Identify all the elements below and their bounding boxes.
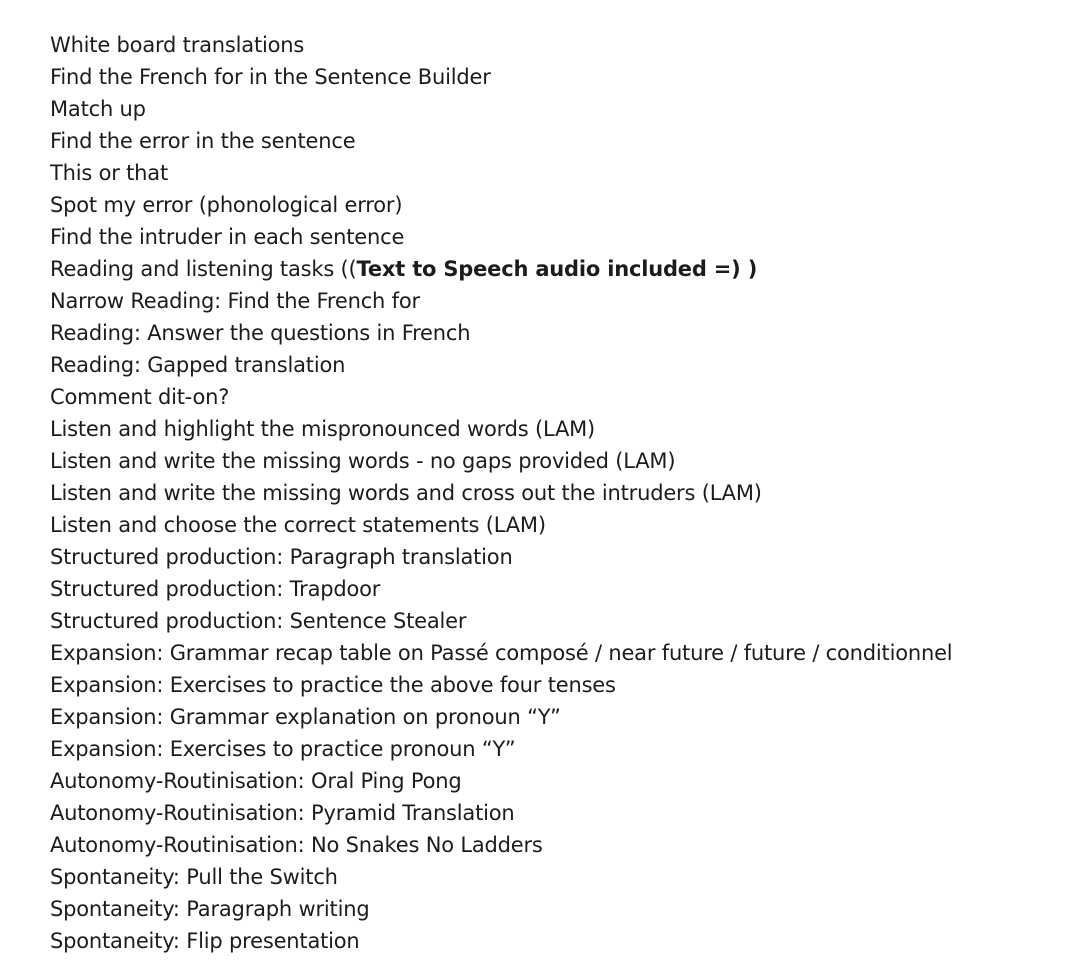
list-item: Find the error in the sentence — [50, 129, 356, 153]
list-item: Narrow Reading: Find the French for — [50, 289, 420, 313]
activity-list — [50, 29, 1060, 957]
list-item: Listen and write the missing words - no gaps provided (LAM) — [50, 449, 676, 473]
list-item: White board translations — [50, 33, 305, 57]
list-item: Autonomy-Routinisation: Pyramid Translation — [50, 801, 515, 825]
list-item: Spontaneity: Paragraph writing — [50, 897, 370, 921]
list-item-prefix: Reading and listening tasks (( — [50, 257, 357, 281]
list-item: Listen and write the missing words and cross out the intruders (LAM) — [50, 481, 762, 505]
list-item: Reading: Answer the questions in French — [50, 321, 471, 345]
list-item: Structured production: Sentence Stealer — [50, 609, 467, 633]
list-item: This or that — [50, 161, 168, 185]
list-item: Expansion: Exercises to practice the above four tenses — [50, 673, 616, 697]
list-item: Match up — [50, 97, 146, 121]
list-item: Comment dit-on? — [50, 385, 230, 409]
list-item: Expansion: Grammar explanation on pronoun “Y” — [50, 705, 561, 729]
list-item: Spontaneity: Pull the Switch — [50, 865, 338, 889]
list-item: Structured production: Trapdoor — [50, 577, 381, 601]
list-item: Autonomy-Routinisation: Oral Ping Pong — [50, 769, 462, 793]
list-item: Find the intruder in each sentence — [50, 225, 405, 249]
list-item-bold-note: Text to Speech audio included =) ) — [356, 257, 758, 281]
list-item: Find the French for in the Sentence Builder — [50, 65, 491, 89]
list-item: Listen and choose the correct statements (LAM) — [50, 513, 546, 537]
list-item: Spontaneity: Flip presentation — [50, 929, 360, 953]
list-item-reading-listening — [50, 253, 1060, 285]
list-item: Structured production: Paragraph translation — [50, 545, 513, 569]
list-item: Reading: Gapped translation — [50, 353, 346, 377]
list-item: Autonomy-Routinisation: No Snakes No Ladders — [50, 833, 543, 857]
list-item: Listen and highlight the mispronounced words (LAM) — [50, 417, 596, 441]
list-item: Expansion: Grammar recap table on Passé composé / near future / future / conditionnel — [50, 641, 953, 665]
list-item: Expansion: Exercises to practice pronoun “Y” — [50, 737, 516, 761]
list-item: Spot my error (phonological error) — [50, 193, 403, 217]
